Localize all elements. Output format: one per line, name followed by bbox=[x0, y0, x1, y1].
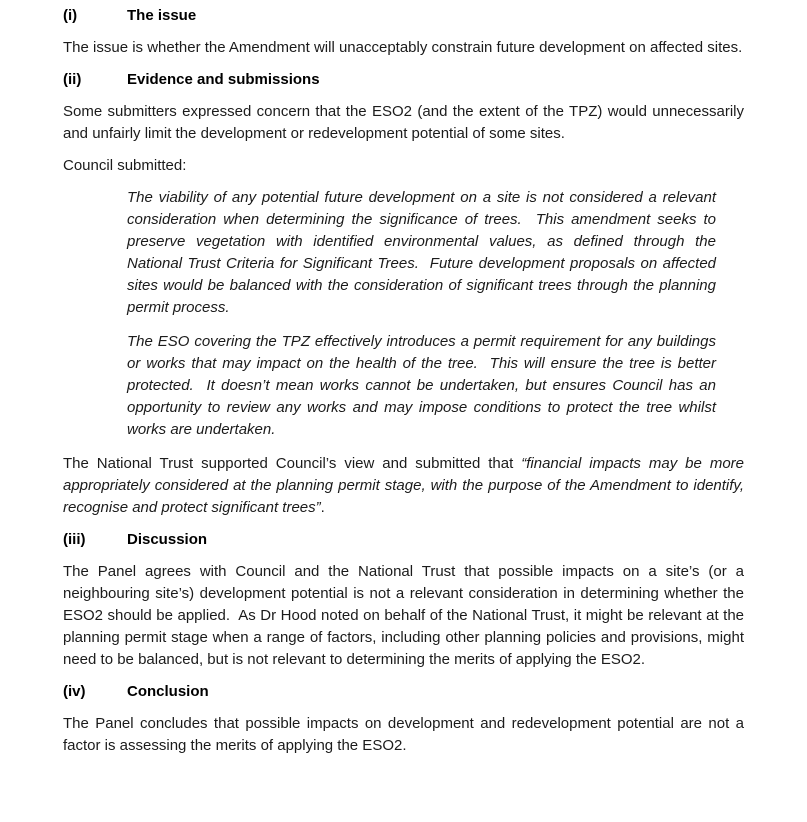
section-the-issue bbox=[63, 6, 744, 59]
section-number: (ii) bbox=[63, 71, 82, 88]
paragraph: Some submitters expressed concern that the ESO2 (and the extent of the TPZ) would unnecessarily and unfairly limit the development or redevelopment potential of some sites. bbox=[63, 103, 749, 142]
section-title: Evidence and submissions bbox=[127, 71, 320, 88]
section-number: (iii) bbox=[63, 531, 86, 548]
paragraph: Council submitted: bbox=[63, 157, 187, 174]
quoted-text: “financial impacts may be more appropriately considered at the planning permit stage, with the purpose of the Amendment to identify, recognise and protect significant trees” bbox=[63, 455, 749, 516]
section-heading bbox=[63, 6, 744, 25]
section-title: The issue bbox=[127, 7, 197, 24]
section-number: (iv) bbox=[63, 683, 86, 700]
section-conclusion bbox=[63, 682, 749, 757]
text-run: The National Trust supported Council’s view and submitted that bbox=[63, 455, 522, 472]
section-heading bbox=[63, 682, 744, 701]
block-quote: The viability of any potential future development on a site is not considered a relevant consideration when determining the significance of trees. This amendment seeks to preserve vegetation with identified environmental values, as defined through the National Trust Criteria for Significant Trees. Future development proposals on affected sites would be balanced with the consideration of significant trees through the planning permit process. bbox=[127, 189, 721, 316]
paragraph bbox=[63, 453, 749, 519]
section-title: Discussion bbox=[127, 531, 208, 548]
section-evidence-and-submissions bbox=[63, 70, 749, 519]
section-number: (i) bbox=[63, 7, 78, 24]
block-quote: The ESO covering the TPZ effectively introduces a permit requirement for any buildings or works that may impact on the health of the tree. This will ensure the tree is better protected. It doesn’t mean works cannot be undertaken, but ensures Council has an opportunity to review any works and may impose conditions to protect the tree whilst works are undertaken. bbox=[127, 333, 721, 438]
paragraph: The Panel agrees with Council and the National Trust that possible impacts on a site’s (or a neighbouring site’s) development potential is not a relevant consideration in determining whether the ESO2 should be applied. As Dr Hood noted on behalf of the National Trust, it might be relevant at the planning permit stage when a range of factors, including other planning policies and provisions, might need to be balanced, but is not relevant to determining the merits of applying the ESO2. bbox=[63, 563, 749, 668]
section-title: Conclusion bbox=[127, 683, 209, 700]
section-heading bbox=[63, 70, 744, 89]
section-heading bbox=[63, 530, 744, 549]
text-run: . bbox=[320, 499, 325, 516]
paragraph: The issue is whether the Amendment will unacceptably constrain future development on affected sites. bbox=[63, 39, 743, 56]
paragraph: The Panel concludes that possible impacts on development and redevelopment potential are not a factor is assessing the merits of applying the ESO2. bbox=[63, 715, 749, 754]
section-discussion bbox=[63, 530, 749, 671]
